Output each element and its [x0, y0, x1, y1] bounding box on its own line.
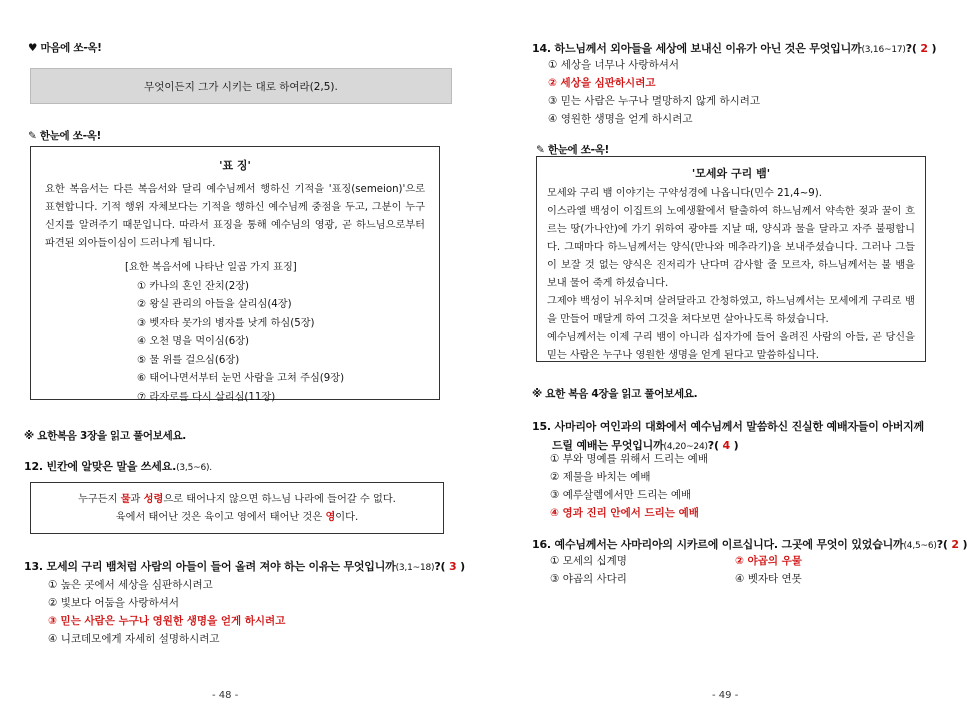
option: ② 빛보다 어둠을 사랑하셔서 — [48, 597, 179, 609]
right-page — [480, 0, 967, 720]
fill-blank-box — [30, 482, 444, 534]
memory-verse: 무엇이든지 그가 시키는 대로 하여라(2,5). — [144, 81, 338, 93]
overview-heading: ✎ 한눈에 쏘-옥! — [28, 130, 101, 142]
pencil-icon: ✎ — [536, 144, 545, 156]
heart-icon: ♥ — [28, 42, 38, 54]
list-item: ⑤ 물 위를 걸으심(6장) — [137, 354, 240, 366]
page-number: - 49 - — [712, 690, 739, 701]
q15-options — [550, 450, 708, 522]
option: ② 제물을 바치는 예배 — [550, 471, 651, 483]
box-paragraph: 그제야 백성이 뉘우치며 살려달라고 간청하였고, 하느님께서는 모세에게 구리로 뱀을 만들어 매달게 하여 그것을 쳐다보면 살아나도록 하셨습니다. — [547, 296, 915, 325]
box-title: '표 징' — [219, 159, 251, 172]
blank-answer: 성령 — [143, 494, 164, 505]
q16-options — [550, 552, 920, 588]
list-item: ⑦ 라자로를 다시 살리심(11장) — [137, 391, 276, 403]
option: ④ 영원한 생명을 얻게 하시려고 — [548, 113, 693, 125]
answer-value: 4 — [722, 439, 730, 452]
list-item: ⑥ 태어나면서부터 눈먼 사람을 고쳐 주심(9장) — [137, 373, 345, 384]
fill-line-2: 육에서 태어난 것은 육이고 영에서 태어난 것은 영이다. — [115, 512, 359, 523]
option: ① 모세의 십계명 — [550, 555, 627, 567]
list-item: ④ 오천 명을 먹이심(6장) — [137, 336, 250, 347]
list-item: ③ 벳자타 못가의 병자를 낫게 하심(5장) — [137, 317, 315, 329]
read-chapter3-heading: ※ 요한복음 3장을 읽고 풀어보세요. — [24, 430, 186, 442]
list-item: ① 카나의 혼인 잔치(2장) — [137, 280, 250, 292]
box-paragraph: 예수님께서는 이제 구리 뱀이 아니라 십자가에 들어 올려진 사람의 아들, 곧 당신을 믿는 사람은 누구나 영원한 생명을 얻게 된다고 말씀하십니다. — [547, 332, 915, 361]
question-14: 14. 하느님께서 외아들을 세상에 보내신 이유가 아닌 것은 무엇입니까(3,16~17)?( 2 ) — [532, 42, 937, 55]
option: ① 부와 명예를 위해서 드리는 예배 — [550, 453, 708, 465]
option-correct: ④ 영과 진리 안에서 드리는 예배 — [550, 507, 699, 519]
option-correct: ② 세상을 심판하시려고 — [548, 77, 656, 89]
question-16: 16. 예수님께서는 사마리아의 시카르에 이르십니다. 그곳에 무엇이 있었습니까(4,5~6)?( 2 ) — [532, 538, 967, 551]
answer-value: 2 — [951, 538, 959, 551]
question-13: 13. 모세의 구리 뱀처럼 사람의 아들이 들어 올려 져야 하는 이유는 무엇입니까(3,1~18)?( 3 ) — [24, 560, 465, 573]
list-item: ② 왕실 관리의 아들을 살리심(4장) — [137, 299, 292, 310]
option: ④ 니코데모에게 자세히 설명하시려고 — [48, 633, 220, 645]
read-chapter4-heading: ※ 요한 복음 4장을 읽고 풀어보세요. — [532, 388, 698, 400]
option-correct: ② 야곱의 우물 — [735, 555, 802, 567]
option: ③ 야곱의 사다리 — [550, 573, 627, 585]
option-correct: ③ 믿는 사람은 누구나 영원한 생명을 얻게 하시려고 — [48, 615, 286, 627]
box-title: '모세와 구리 뱀' — [691, 167, 771, 180]
page-number: - 48 - — [212, 690, 239, 701]
option: ③ 예루살렘에서만 드리는 예배 — [550, 489, 692, 501]
signs-list-title: [요한 복음서에 나타난 일곱 가지 표징] — [125, 262, 297, 273]
blank-answer: 물 — [120, 494, 131, 505]
answer-value: 2 — [920, 42, 928, 55]
q14-options — [548, 56, 760, 128]
q13-options — [48, 576, 285, 648]
question-15: 15. 사마리아 여인과의 대화에서 예수님께서 말씀하신 진실한 예배자들이 아버지께 드릴 예배는 무엇입니까(4,20~24)?( 4 ) — [532, 420, 924, 452]
memory-verse-box — [30, 68, 452, 104]
bronze-serpent-box — [536, 156, 926, 362]
answer-value: 3 — [448, 560, 457, 573]
signs-list — [125, 259, 425, 407]
box-paragraph: 모세와 구리 뱀 이야기는 구약성경에 나옵니다(민수 21,4~9). — [547, 188, 822, 199]
question-12: 12. 빈칸에 알맞은 말을 쓰세요.(3,5~6). — [24, 460, 212, 473]
option: ④ 벳자타 연못 — [735, 573, 802, 585]
pencil-icon: ✎ — [28, 130, 37, 142]
box-paragraph: 이스라엘 백성이 이집트의 노예생활에서 탈출하여 하느님께서 약속한 젖과 꿀이 흐르는 땅(가나안)에 가기 위하여 광야를 지날 때, 양식과 물을 달라고 자주 불평합니다. 그때마다 하느님께서는 양식(만나와 메추라기)을 보내주셨습니다. 그러나 그들이 보잘 것 없는 양식은 진저리가 난다며 감사할 줄 모르자, 하느님께서는 불 뱀을 보내 물어 죽게 하셨습니다. — [547, 206, 915, 289]
fill-line-1: 누구든지 물과 성령으로 태어나지 않으면 하느님 나라에 들어갈 수 없다. — [78, 494, 396, 505]
left-page — [0, 0, 480, 720]
option: ③ 믿는 사람은 누구나 멸망하지 않게 하시려고 — [548, 95, 761, 107]
signs-info-box — [30, 146, 440, 403]
overview-heading: ✎ 한눈에 쏘-옥! — [536, 144, 609, 156]
box-body: 요한 복음서는 다른 복음서와 달리 예수님께서 행하신 기적을 '표징(semeion)'으로 표현합니다. 기적 행위 자체보다는 기적을 행하신 예수님께 중점을 두고, 그분이 누구신지를 알려주기 때문입니다. 따라서 표징을 통해 예수님의 영광, 곧 하느님으로부터 파견된 외아들이심이 드러나게 됩니다. — [45, 184, 425, 249]
option: ① 세상을 너무나 사랑하셔서 — [548, 59, 679, 71]
blank-answer: 영 — [325, 512, 336, 523]
memorize-heading: ♥ 마음에 쏘-옥! — [28, 42, 102, 54]
option: ① 높은 곳에서 세상을 심판하시려고 — [48, 579, 213, 591]
